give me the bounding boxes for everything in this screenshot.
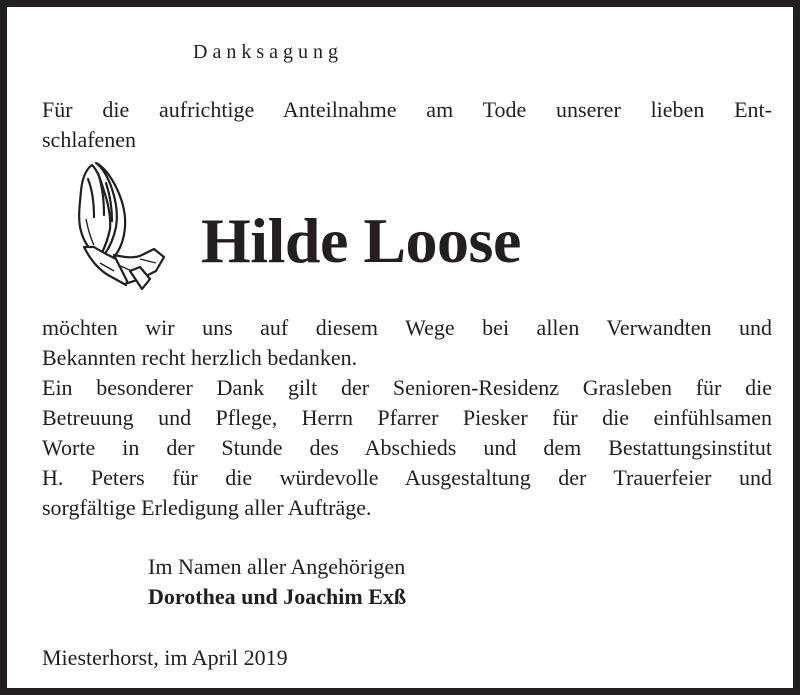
body-line-3: Ein besonderer Dank gilt der Senioren-Residenz Grasleben für die bbox=[42, 375, 772, 400]
body-line-2: Bekannten recht herzlich bedanken. bbox=[42, 345, 358, 370]
praying-hands-icon bbox=[70, 159, 172, 293]
notice-heading: Danksagung bbox=[193, 41, 343, 63]
intro-line-1: Für die aufrichtige Anteilnahme am Tode unserer lieben Ent- bbox=[42, 97, 772, 122]
body-line-4: Betreuung und Pflege, Herrn Pfarrer Piesker für die einfühlsamen bbox=[42, 405, 772, 430]
body-line-7: sorgfältige Erledigung aller Aufträge. bbox=[42, 495, 372, 520]
signature-intro: Im Namen aller Angehörigen bbox=[148, 554, 406, 579]
signature-names: Dorothea und Joachim Exß bbox=[148, 584, 407, 609]
body-line-5: Worte in der Stunde des Abschieds und dem Bestattungsinstitut bbox=[42, 435, 772, 460]
place-and-date: Miesterhorst, im April 2019 bbox=[42, 645, 288, 670]
deceased-name: Hilde Loose bbox=[201, 205, 521, 276]
body-line-6: H. Peters für die würdevolle Ausgestaltung der Trauerfeier und bbox=[42, 465, 772, 490]
intro-line-2: schlafenen bbox=[42, 127, 137, 152]
body-line-1: möchten wir uns auf diesem Wege bei allen Verwandten und bbox=[42, 315, 772, 340]
